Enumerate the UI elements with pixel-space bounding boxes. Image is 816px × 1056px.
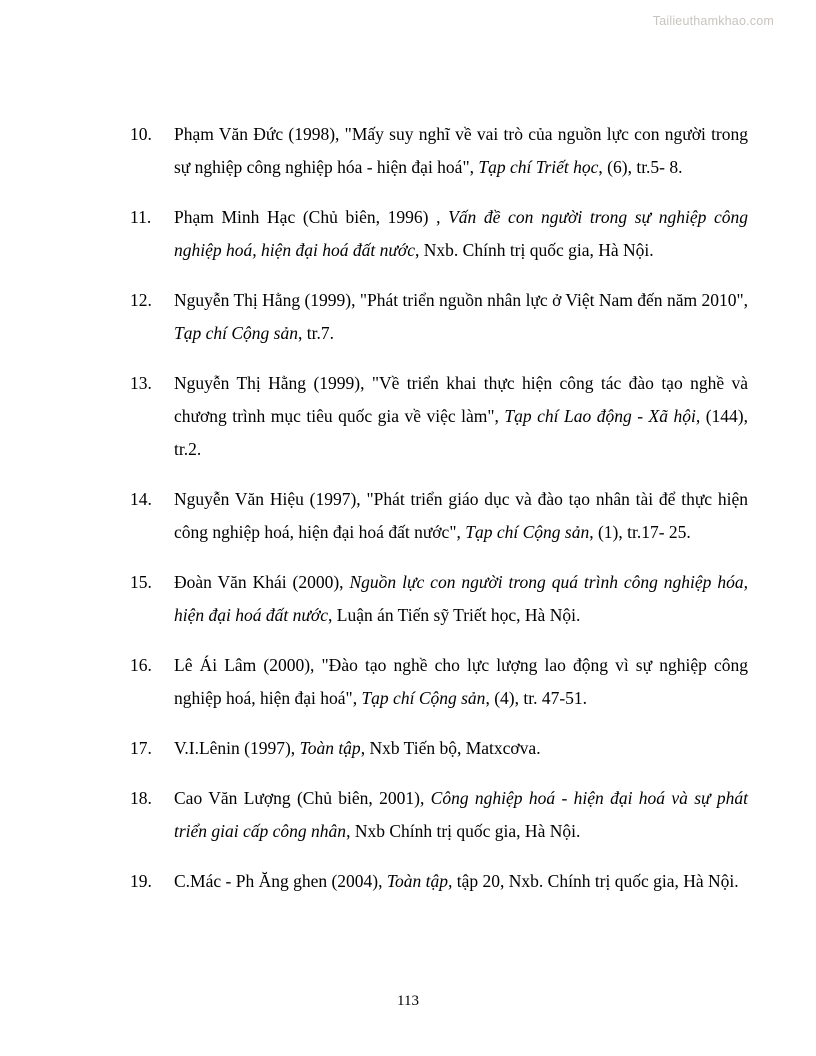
reference-text: Đoàn Văn Khái (2000), Nguồn lực con người trong quá trình công nghiệp hóa, hiện đại hoá đất nước, Luận án Tiến sỹ Triết học, Hà Nội. — [174, 572, 748, 625]
reference-entry — [128, 782, 748, 848]
reference-number: 14. — [130, 489, 152, 509]
reference-text: Nguyễn Văn Hiệu (1997), "Phát triển giáo dục và đào tạo nhân tài để thực hiện công nghiệp hoá, hiện đại hoá đất nước", Tạp chí Cộng sản, (1), tr.17- 25. — [174, 489, 748, 542]
reference-entry — [128, 118, 748, 184]
reference-number: 12. — [130, 290, 152, 310]
reference-number: 11. — [130, 207, 152, 227]
reference-text: Nguyễn Thị Hằng (1999), "Về triển khai thực hiện công tác đào tạo nghề và chương trình mục tiêu quốc gia về việc làm", Tạp chí Lao động - Xã hội, (144), tr.2. — [174, 373, 748, 459]
page-number: 113 — [397, 993, 419, 1009]
reference-number: 17. — [130, 738, 152, 758]
reference-entry — [128, 566, 748, 632]
reference-entry — [128, 284, 748, 350]
reference-number: 16. — [130, 655, 152, 675]
reference-text: Phạm Minh Hạc (Chủ biên, 1996) , Vấn đề con người trong sự nghiệp công nghiệp hoá, hiện đại hoá đất nước, Nxb. Chính trị quốc gia, Hà Nội. — [174, 207, 748, 260]
reference-text: Lê Ái Lâm (2000), "Đào tạo nghề cho lực lượng lao động vì sự nghiệp công nghiệp hoá, hiện đại hoá", Tạp chí Cộng sản, (4), tr. 47-51. — [174, 655, 748, 708]
reference-list — [128, 118, 748, 915]
reference-number: 13. — [130, 373, 152, 393]
site-watermark: Tailieuthamkhao.com — [652, 14, 774, 28]
reference-entry — [128, 865, 748, 898]
reference-text: Cao Văn Lượng (Chủ biên, 2001), Công nghiệp hoá - hiện đại hoá và sự phát triển giai cấp công nhân, Nxb Chính trị quốc gia, Hà Nội. — [174, 788, 748, 841]
reference-number: 19. — [130, 871, 152, 891]
reference-text: V.I.Lênin (1997), Toàn tập, Nxb Tiến bộ, Matxcơva. — [174, 738, 541, 758]
reference-number: 18. — [130, 788, 152, 808]
reference-text: Nguyễn Thị Hằng (1999), "Phát triển nguồn nhân lực ở Việt Nam đến năm 2010", Tạp chí Cộng sản, tr.7. — [174, 290, 748, 343]
reference-number: 10. — [130, 124, 152, 144]
reference-text: Phạm Văn Đức (1998), "Mấy suy nghĩ về vai trò của nguồn lực con người trong sự nghiệp công nghiệp hóa - hiện đại hoá", Tạp chí Triết học, (6), tr.5- 8. — [174, 124, 749, 177]
reference-entry — [128, 483, 748, 549]
reference-entry — [128, 201, 748, 267]
reference-number: 15. — [130, 572, 152, 592]
reference-entry — [128, 732, 748, 765]
reference-text: C.Mác - Ph Ăng ghen (2004), Toàn tập, tập 20, Nxb. Chính trị quốc gia, Hà Nội. — [174, 871, 739, 891]
reference-entry — [128, 367, 748, 466]
reference-entry — [128, 649, 748, 715]
